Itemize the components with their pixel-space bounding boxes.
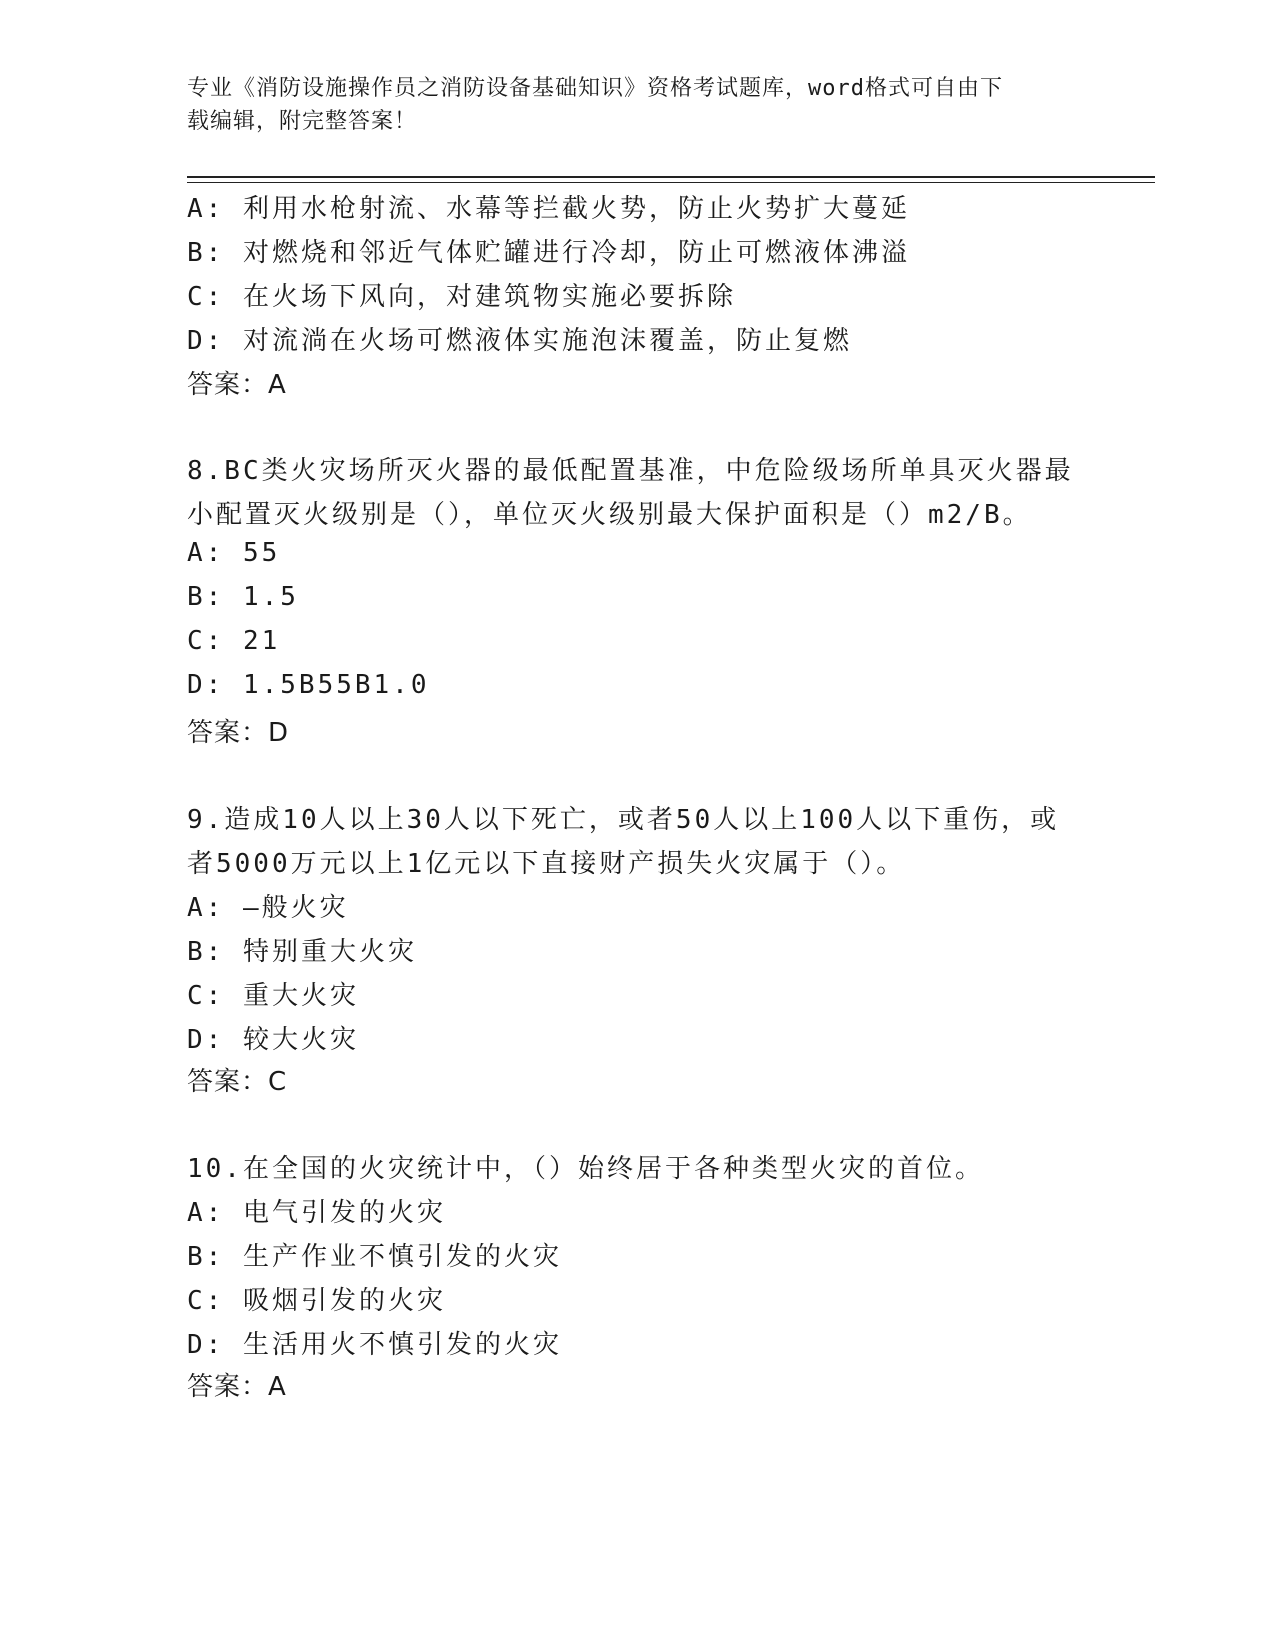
q9-stem-line-1: 9.造成10人以上30人以下死亡，或者50人以上100人以下重伤，或 bbox=[187, 805, 1060, 835]
q7-option-a: A: 利用水枪射流、水幕等拦截火势，防止火势扩大蔓延 bbox=[187, 194, 910, 224]
q9-answer: 答案：C bbox=[187, 1067, 288, 1097]
q7-answer: 答案：A bbox=[187, 370, 287, 400]
header-line-2: 载编辑，附完整答案！ bbox=[187, 109, 418, 134]
q10-option-a: A: 电气引发的火灾 bbox=[187, 1198, 446, 1228]
q8-stem-line-2: 小配置灭火级别是（），单位灭火级别最大保护面积是（）m2/B。 bbox=[187, 500, 1032, 530]
header-divider-thin bbox=[187, 182, 1155, 183]
q9-option-b: B: 特别重大火灾 bbox=[187, 937, 417, 967]
q7-option-b: B: 对燃烧和邻近气体贮罐进行冷却，防止可燃液体沸溢 bbox=[187, 238, 910, 268]
q9-option-d: D: 较大火灾 bbox=[187, 1025, 359, 1055]
q10-option-b: B: 生产作业不慎引发的火灾 bbox=[187, 1242, 562, 1272]
q8-option-b: B: 1.5 bbox=[187, 582, 299, 612]
q8-option-d: D: 1.5B55B1.0 bbox=[187, 670, 430, 700]
header-line-1: 专业《消防设施操作员之消防设备基础知识》资格考试题库，word格式可自由下 bbox=[187, 76, 1003, 101]
q9-stem-line-2: 者5000万元以上1亿元以下直接财产损失火灾属于（）。 bbox=[187, 849, 906, 879]
q9-option-c: C: 重大火灾 bbox=[187, 981, 359, 1011]
q8-answer: 答案：D bbox=[187, 718, 290, 748]
q10-option-c: C: 吸烟引发的火灾 bbox=[187, 1286, 446, 1316]
q10-option-d: D: 生活用火不慎引发的火灾 bbox=[187, 1330, 562, 1360]
q8-option-c: C: 21 bbox=[187, 626, 281, 656]
header-divider-thick bbox=[187, 176, 1155, 178]
q9-option-a: A: —般火灾 bbox=[187, 893, 349, 923]
q10-answer: 答案：A bbox=[187, 1372, 287, 1402]
q8-stem-line-1: 8.BC类火灾场所灭火器的最低配置基准，中危险级场所单具灭火器最 bbox=[187, 456, 1074, 486]
q10-stem-line-1: 10.在全国的火灾统计中，（）始终居于各种类型火灾的首位。 bbox=[187, 1154, 984, 1184]
document-header bbox=[187, 72, 1087, 138]
q7-option-d: D: 对流淌在火场可燃液体实施泡沫覆盖，防止复燃 bbox=[187, 326, 852, 356]
q8-option-a: A: 55 bbox=[187, 538, 281, 568]
q7-option-c: C: 在火场下风向，对建筑物实施必要拆除 bbox=[187, 282, 736, 312]
